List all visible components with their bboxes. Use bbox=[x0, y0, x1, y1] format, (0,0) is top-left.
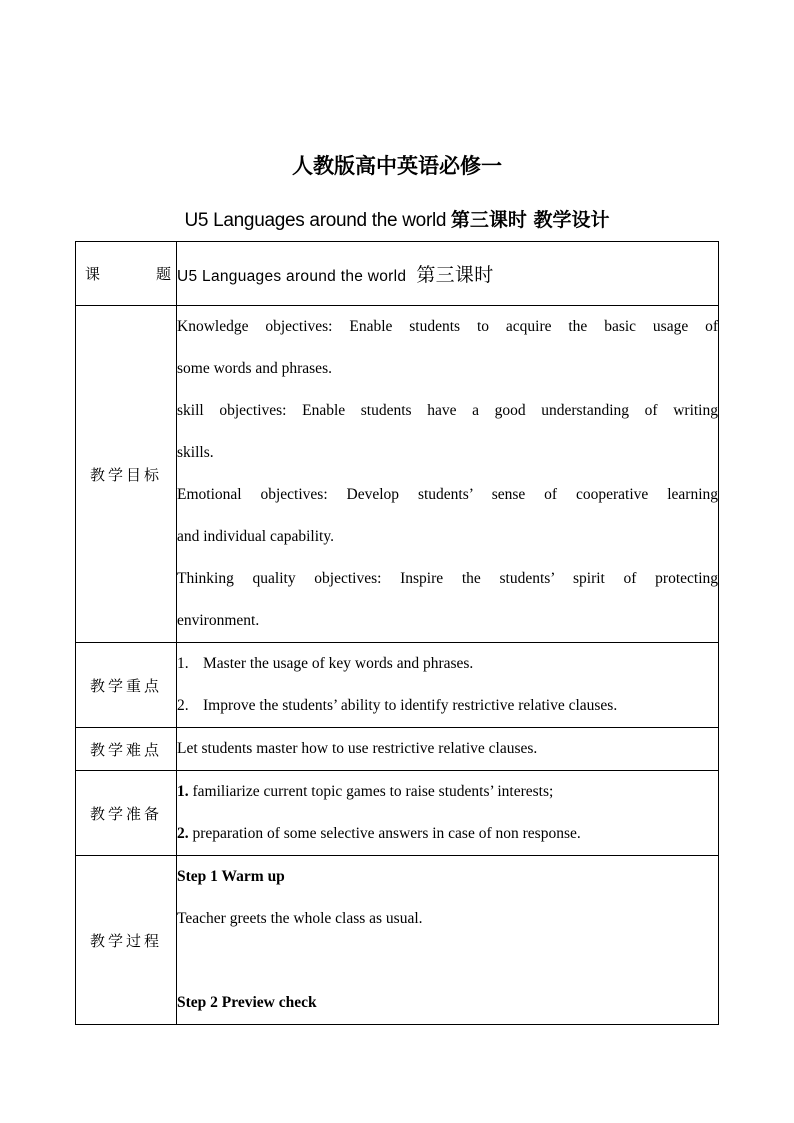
preparation-text: preparation of some selective answers in case of non response. bbox=[192, 825, 581, 842]
objective-line: Thinking quality objectives: Inspire the students’ spirit of protecting bbox=[177, 570, 718, 587]
preparation-content bbox=[177, 771, 719, 856]
topic-value bbox=[177, 242, 719, 306]
objectives-content bbox=[177, 306, 719, 643]
key-point-number: 1. bbox=[177, 655, 189, 672]
label-objectives: 教学目标 bbox=[76, 306, 177, 643]
subtitle-chinese: 第三课时 教学设计 bbox=[450, 209, 610, 231]
topic-chinese: 第三课时 bbox=[416, 264, 494, 286]
label-topic bbox=[76, 242, 177, 306]
key-point-text: Master the usage of key words and phrases. bbox=[203, 655, 474, 672]
row-objectives bbox=[76, 306, 719, 643]
document-subtitle bbox=[0, 206, 794, 235]
label-topic-char-2: 题 bbox=[155, 265, 171, 283]
objective-line: some words and phrases. bbox=[177, 360, 332, 377]
row-key-points bbox=[76, 643, 719, 728]
subtitle-english: U5 Languages around the world bbox=[184, 210, 447, 231]
objective-line: Emotional objectives: Develop students’ sense of cooperative learning bbox=[177, 486, 718, 503]
document-title: 人教版高中英语必修一 bbox=[292, 154, 502, 178]
label-topic-char-1: 课 bbox=[85, 265, 101, 283]
objective-line: Knowledge objectives: Enable students to acquire the basic usage of bbox=[177, 318, 718, 335]
process-content bbox=[177, 856, 719, 1025]
spacer bbox=[177, 940, 718, 982]
label-difficulties: 教学难点 bbox=[76, 728, 177, 771]
step-2-title bbox=[177, 982, 718, 1024]
row-difficulties bbox=[76, 728, 719, 771]
preparation-item bbox=[177, 813, 718, 855]
objective-line: skill objectives: Enable students have a good understanding of writing bbox=[177, 402, 718, 419]
preparation-number: 1. bbox=[177, 783, 189, 800]
label-preparation: 教学准备 bbox=[76, 771, 177, 856]
label-process: 教学过程 bbox=[76, 856, 177, 1025]
step-1-title bbox=[177, 856, 718, 898]
row-topic bbox=[76, 242, 719, 306]
key-points-content bbox=[177, 643, 719, 728]
objective-line: environment. bbox=[177, 612, 260, 629]
key-point-text: Improve the students’ ability to identify restrictive relative clauses. bbox=[203, 697, 618, 714]
preparation-number: 2. bbox=[177, 825, 189, 842]
step-1-text: Teacher greets the whole class as usual. bbox=[177, 910, 423, 927]
objective-line: and individual capability. bbox=[177, 528, 334, 545]
objective-line: skills. bbox=[177, 444, 214, 461]
topic-english: U5 Languages around the world bbox=[177, 268, 407, 285]
step-2-title-text: Step 2 Preview check bbox=[177, 994, 317, 1011]
difficulty-text: Let students master how to use restrictive relative clauses. bbox=[177, 740, 538, 757]
lesson-plan-table bbox=[75, 241, 719, 1025]
key-point-item bbox=[177, 685, 718, 727]
row-preparation bbox=[76, 771, 719, 856]
difficulties-content bbox=[177, 728, 719, 771]
preparation-text: familiarize current topic games to raise students’ interests; bbox=[192, 783, 554, 800]
preparation-item bbox=[177, 771, 718, 813]
key-point-number: 2. bbox=[177, 697, 189, 714]
row-process bbox=[76, 856, 719, 1025]
step-1-title-text: Step 1 Warm up bbox=[177, 868, 285, 885]
label-key-points: 教学重点 bbox=[76, 643, 177, 728]
key-point-item bbox=[177, 643, 718, 685]
